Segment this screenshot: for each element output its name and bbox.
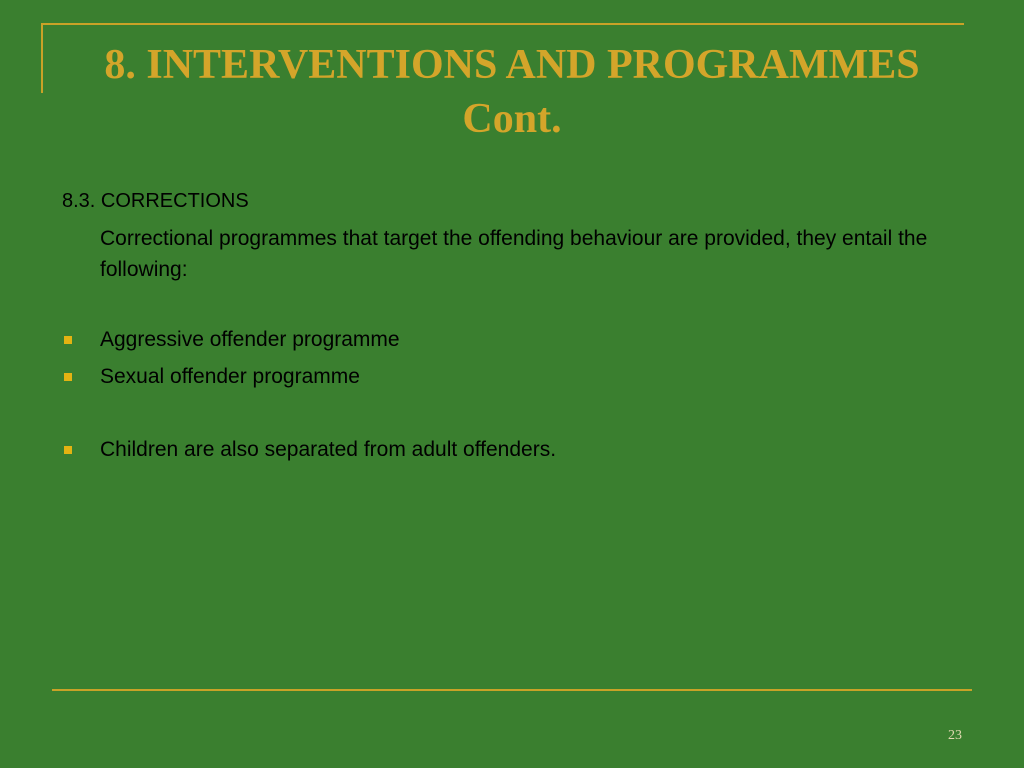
bottom-divider: [52, 689, 972, 691]
slide-title-line-1: 8. INTERVENTIONS AND PROGRAMMES: [104, 42, 920, 88]
programme-list: [62, 321, 962, 395]
list-item-text: Children are also separated from adult offenders.: [100, 438, 557, 461]
list-item: [62, 358, 962, 395]
list-item-text: Sexual offender programme: [100, 365, 360, 388]
list-item-text: Aggressive offender programme: [100, 328, 400, 351]
square-bullet-icon: [64, 446, 72, 454]
square-bullet-icon: [64, 373, 72, 381]
slide-title: [0, 38, 1024, 146]
square-bullet-icon: [64, 336, 72, 344]
note-list: [62, 431, 962, 468]
slide-title-line-2: Cont.: [462, 96, 562, 142]
slide-content: [62, 186, 962, 468]
intro-paragraph: Correctional programmes that target the offending behaviour are provided, they entail the following:: [100, 227, 928, 281]
list-item: [62, 321, 962, 358]
section-heading: 8.3. CORRECTIONS: [62, 190, 249, 212]
page-number: 23: [948, 728, 962, 743]
list-item: [62, 431, 962, 468]
